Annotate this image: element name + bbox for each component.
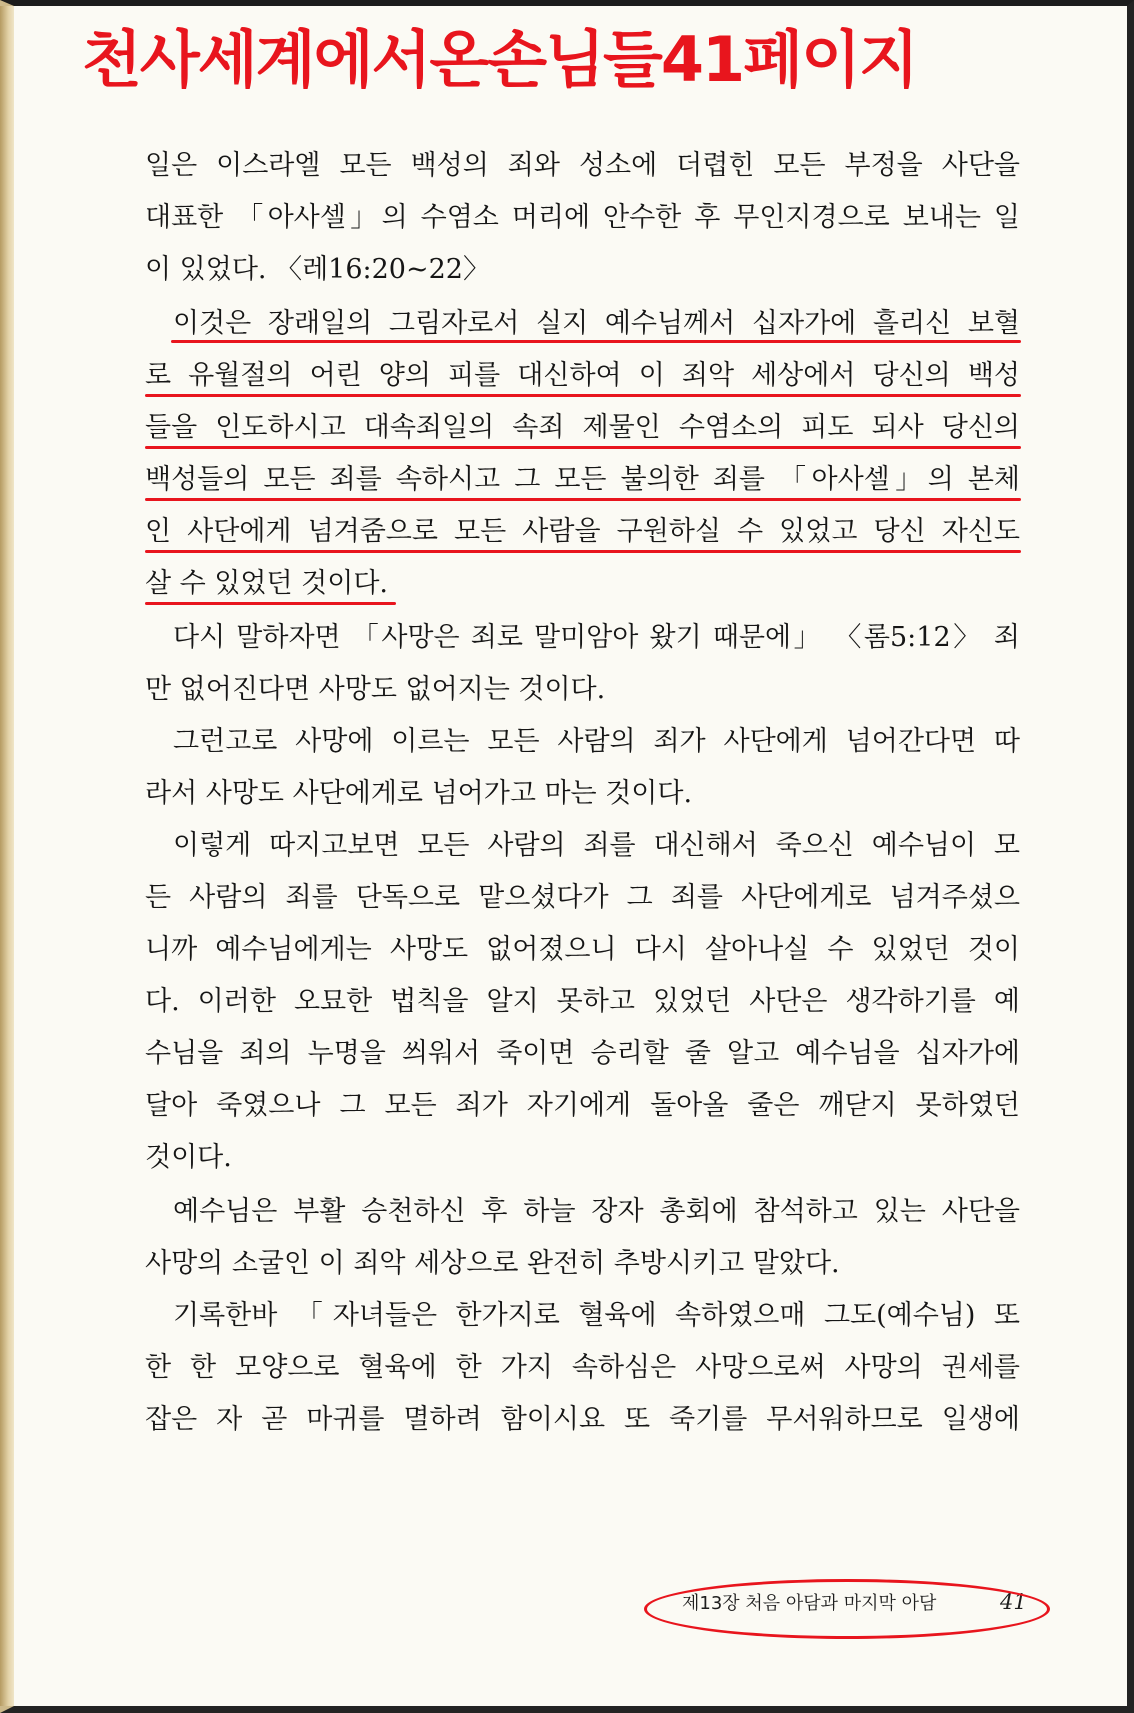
red-oval-annotation bbox=[644, 1579, 1050, 1639]
text-line: 사망의 소굴인 이 죄악 세상으로 완전히 추방시키고 말았다. bbox=[145, 1248, 840, 1279]
text-line: 예수님은 부활 승천하신 후 하늘 장자 총회에 참석하고 있는 사단을 bbox=[173, 1196, 1020, 1227]
text-line: 일은 이스라엘 모든 백성의 죄와 성소에 더렵힌 모든 부정을 사단을 bbox=[145, 150, 1020, 181]
red-underline bbox=[145, 498, 1021, 501]
text-line: 달아 죽였으나 그 모든 죄가 자기에게 돌아올 줄은 깨닫지 못하였던 bbox=[145, 1090, 1020, 1121]
text-line-highlighted: 들을 인도하시고 대속죄일의 속죄 제물인 수염소의 피도 되사 당신의 bbox=[145, 412, 1020, 443]
text-line: 이 있었다. 〈레16:20~22〉 bbox=[145, 254, 490, 285]
text-line: 만 없어진다면 사망도 없어지는 것이다. bbox=[145, 674, 606, 705]
red-underline bbox=[145, 394, 1021, 397]
text-line-highlighted: 이것은 장래일의 그림자로서 실지 예수님께서 십자가에 흘리신 보혈 bbox=[173, 308, 1020, 339]
text-line: 니까 예수님에게는 사망도 없어졌으니 다시 살아나실 수 있었던 것이 bbox=[145, 934, 1020, 965]
page-number: 41 bbox=[1000, 1590, 1027, 1614]
text-line: 잡은 자 곧 마귀를 멸하려 함이시요 또 죽기를 무서워하므로 일생에 bbox=[145, 1404, 1020, 1435]
text-line: 기록한바 「자녀들은 한가지로 혈육에 속하였으매 그도(예수님) 또 bbox=[173, 1300, 1020, 1331]
text-line: 다. 이러한 오묘한 법칙을 알지 못하고 있었던 사단은 생각하기를 예 bbox=[145, 986, 1020, 1017]
text-line: 수님을 죄의 누명을 씌워서 죽이면 승리할 줄 알고 예수님을 십자가에 bbox=[145, 1038, 1020, 1069]
chapter-footer: 제13장 처음 아담과 마지막 아담 bbox=[682, 1593, 937, 1614]
red-underline bbox=[145, 550, 1021, 553]
text-line: 든 사람의 죄를 단독으로 맡으셨다가 그 죄를 사단에게로 넘겨주셨으 bbox=[145, 882, 1020, 913]
text-line: 대표한 「아사셀」의 수염소 머리에 안수한 후 무인지경으로 보내는 일 bbox=[145, 202, 1020, 233]
red-underline bbox=[145, 602, 396, 605]
text-line: 다시 말하자면 「사망은 죄로 말미암아 왔기 때문에」 〈롬5:12〉 죄 bbox=[173, 622, 1020, 653]
text-line: 한 한 모양으로 혈육에 한 가지 속하심은 사망으로써 사망의 권세를 bbox=[145, 1352, 1020, 1383]
text-line-highlighted: 백성들의 모든 죄를 속하시고 그 모든 불의한 죄를 「아사셀」의 본체 bbox=[145, 464, 1020, 495]
text-line-highlighted: 살 수 있었던 것이다. bbox=[145, 568, 388, 599]
red-underline bbox=[145, 446, 1021, 449]
text-line-highlighted: 로 유월절의 어린 양의 피를 대신하여 이 죄악 세상에서 당신의 백성 bbox=[145, 360, 1020, 391]
page-title: 천사세계에서온손님들41페이지 bbox=[82, 23, 917, 96]
text-line: 그런고로 사망에 이르는 모든 사람의 죄가 사단에게 넘어간다면 따 bbox=[173, 726, 1020, 757]
red-underline bbox=[171, 340, 1021, 343]
text-line: 이렇게 따지고보면 모든 사람의 죄를 대신해서 죽으신 예수님이 모 bbox=[173, 830, 1020, 861]
text-line: 것이다. bbox=[145, 1142, 232, 1173]
text-line-highlighted: 인 사단에게 넘겨줌으로 모든 사람을 구원하실 수 있었고 당신 자신도 bbox=[145, 516, 1020, 547]
text-line: 라서 사망도 사단에게로 넘어가고 마는 것이다. bbox=[145, 778, 693, 809]
